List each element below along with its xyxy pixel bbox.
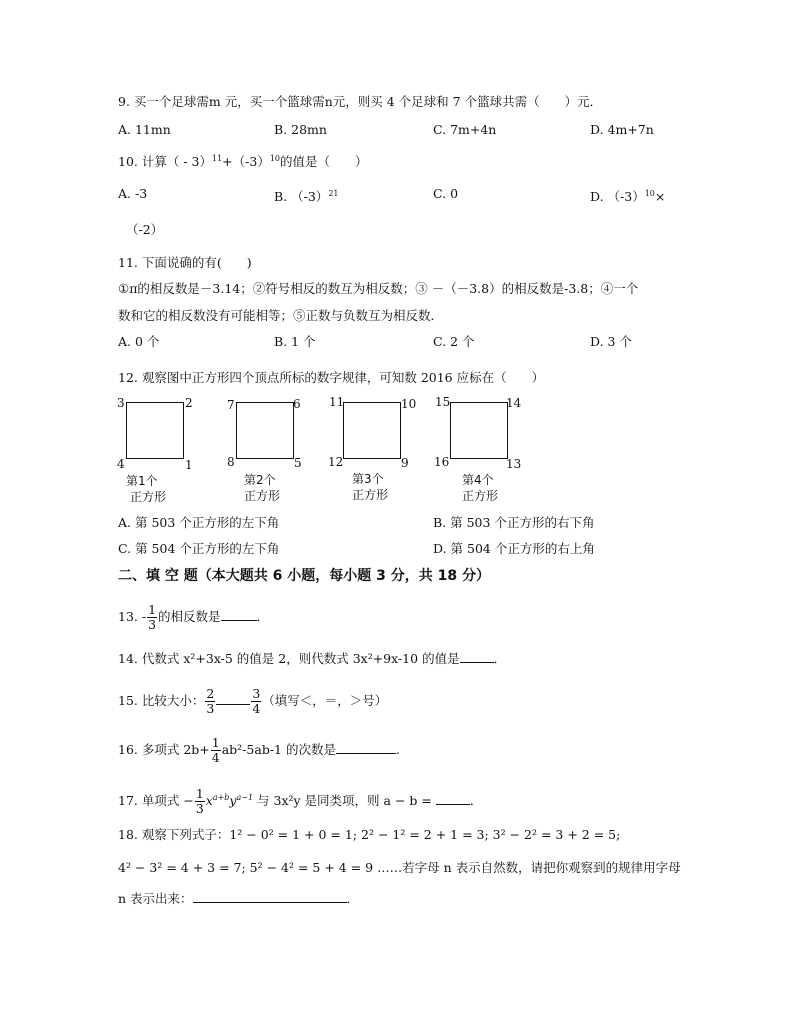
corner-label: 13 bbox=[506, 457, 522, 471]
q10-option-d-cont: （-2） bbox=[126, 222, 164, 237]
answer-blank[interactable] bbox=[336, 741, 396, 754]
answer-blank[interactable] bbox=[216, 692, 250, 705]
q10-stem: 10. 计算（ - $3)^{11}+(-3)^{10}$的值是（ ） bbox=[118, 154, 368, 170]
square-caption: 正方形 bbox=[462, 489, 499, 503]
corner-label: 11 bbox=[329, 395, 345, 409]
q17: 17. 单项式 − $\frac{1}{3}$ $x^{a+b}y^{a-1}$ 与 3x²y 是同类项，则 a − b = ． bbox=[118, 786, 483, 817]
q13: 13. - $\frac{1}{3}$ 的相反数是 ． bbox=[118, 602, 270, 632]
q15: 15. 比较大小： $\frac{2}{3}$ $\frac{3}{4}$ （填写＜，＝，＞号） bbox=[118, 686, 388, 716]
q11-option-a: A. 0 个 bbox=[118, 334, 160, 349]
corner-label: 12 bbox=[328, 455, 344, 469]
q11-line2: 数和它的相反数没有可能相等；⑤正数与负数互为相反数． bbox=[118, 308, 444, 323]
q11-stem: 11. 下面说确的有( ) bbox=[118, 255, 252, 270]
q11-option-d: D. 3 个 bbox=[590, 334, 632, 349]
q9-option-c: C. 7m+4n bbox=[433, 122, 497, 137]
answer-blank[interactable] bbox=[460, 650, 494, 663]
square-caption: 第3个 bbox=[352, 472, 384, 486]
q9-stem: 9. 买一个足球需m 元，买一个篮球需n元，则买 4 个足球和 7 个篮球共需（ ）元． bbox=[118, 94, 603, 109]
answer-blank[interactable] bbox=[221, 608, 257, 621]
q11-option-c: C. 2 个 bbox=[433, 334, 475, 349]
corner-label: 6 bbox=[293, 397, 301, 411]
q11-line1: ①π的相反数是－3.14；②符号相反的数互为相反数；③ －（－3.8）的相反数是-3.8；④一个 bbox=[118, 281, 639, 296]
answer-blank[interactable] bbox=[436, 792, 470, 805]
corner-label: 14 bbox=[506, 396, 522, 410]
corner-label: 15 bbox=[435, 395, 451, 409]
q18-line2: 4² − 3² = 4 + 3 = 7; 5² − 4² = 5 + 4 = 9 ……若字母 n 表示自然数，请把你观察到的规律用字母 bbox=[118, 860, 681, 875]
q18-line1: 18. 观察下列式子：1² − 0² = 1 + 0 = 1; 2² − 1² = 2 + 1 = 3; 3² − 2² = 3 + 2 = 5; bbox=[118, 827, 621, 842]
square-caption: 第1个 bbox=[126, 474, 158, 488]
square-caption: 第4个 bbox=[462, 473, 494, 487]
q12-stem: 12. 观察图中正方形四个顶点所标的数字规律，可知数 2016 应标在（ ） bbox=[118, 370, 545, 385]
square-caption: 正方形 bbox=[352, 488, 389, 502]
corner-label: 4 bbox=[117, 457, 125, 471]
q11-option-b: B. 1 个 bbox=[274, 334, 316, 349]
q18-line3: n 表示出来： ． bbox=[118, 891, 360, 906]
q10-option-c: C. 0 bbox=[433, 186, 459, 201]
square-caption: 正方形 bbox=[130, 490, 167, 504]
corner-label: 10 bbox=[401, 397, 417, 411]
answer-blank[interactable] bbox=[193, 890, 347, 903]
q12-option-c: C. 第 504 个正方形的左下角 bbox=[118, 541, 280, 556]
corner-label: 1 bbox=[185, 458, 193, 472]
q9-option-a: A. 11mn bbox=[118, 122, 171, 137]
q10-option-d: D. $(-3)^{10}\times$ bbox=[590, 189, 666, 205]
q9-option-d: D. 4m+7n bbox=[590, 122, 654, 137]
square-caption: 正方形 bbox=[244, 489, 281, 503]
q12-option-b: B. 第 503 个正方形的右下角 bbox=[433, 515, 595, 530]
corner-label: 3 bbox=[117, 396, 125, 410]
corner-label: 5 bbox=[294, 456, 302, 470]
corner-label: 8 bbox=[227, 455, 235, 469]
square-caption: 第2个 bbox=[244, 473, 276, 487]
corner-label: 9 bbox=[401, 456, 409, 470]
corner-label: 2 bbox=[185, 396, 193, 410]
q14: 14. 代数式 x²+3x-5 的值是 2，则代数式 3x²+9x-10 的值是 ． bbox=[118, 651, 507, 666]
q12-option-d: D. 第 504 个正方形的右上角 bbox=[433, 541, 595, 556]
section-heading: 二、填 空 题（本大题共 6 小题，每小题 3 分，共 18 分） bbox=[118, 568, 490, 584]
q10-option-a: A. -3 bbox=[118, 186, 148, 201]
corner-label: 7 bbox=[227, 398, 235, 412]
q12-option-a: A. 第 503 个正方形的左下角 bbox=[118, 515, 280, 530]
q16: 16. 多项式 2b+ $\frac{1}{4}$ ab²-5ab-1 的次数是 . bbox=[118, 735, 400, 765]
q10-option-b: B. $(-3)^{21}$ bbox=[274, 189, 339, 205]
q9-option-b: B. 28mn bbox=[274, 122, 327, 137]
corner-label: 16 bbox=[434, 455, 450, 469]
